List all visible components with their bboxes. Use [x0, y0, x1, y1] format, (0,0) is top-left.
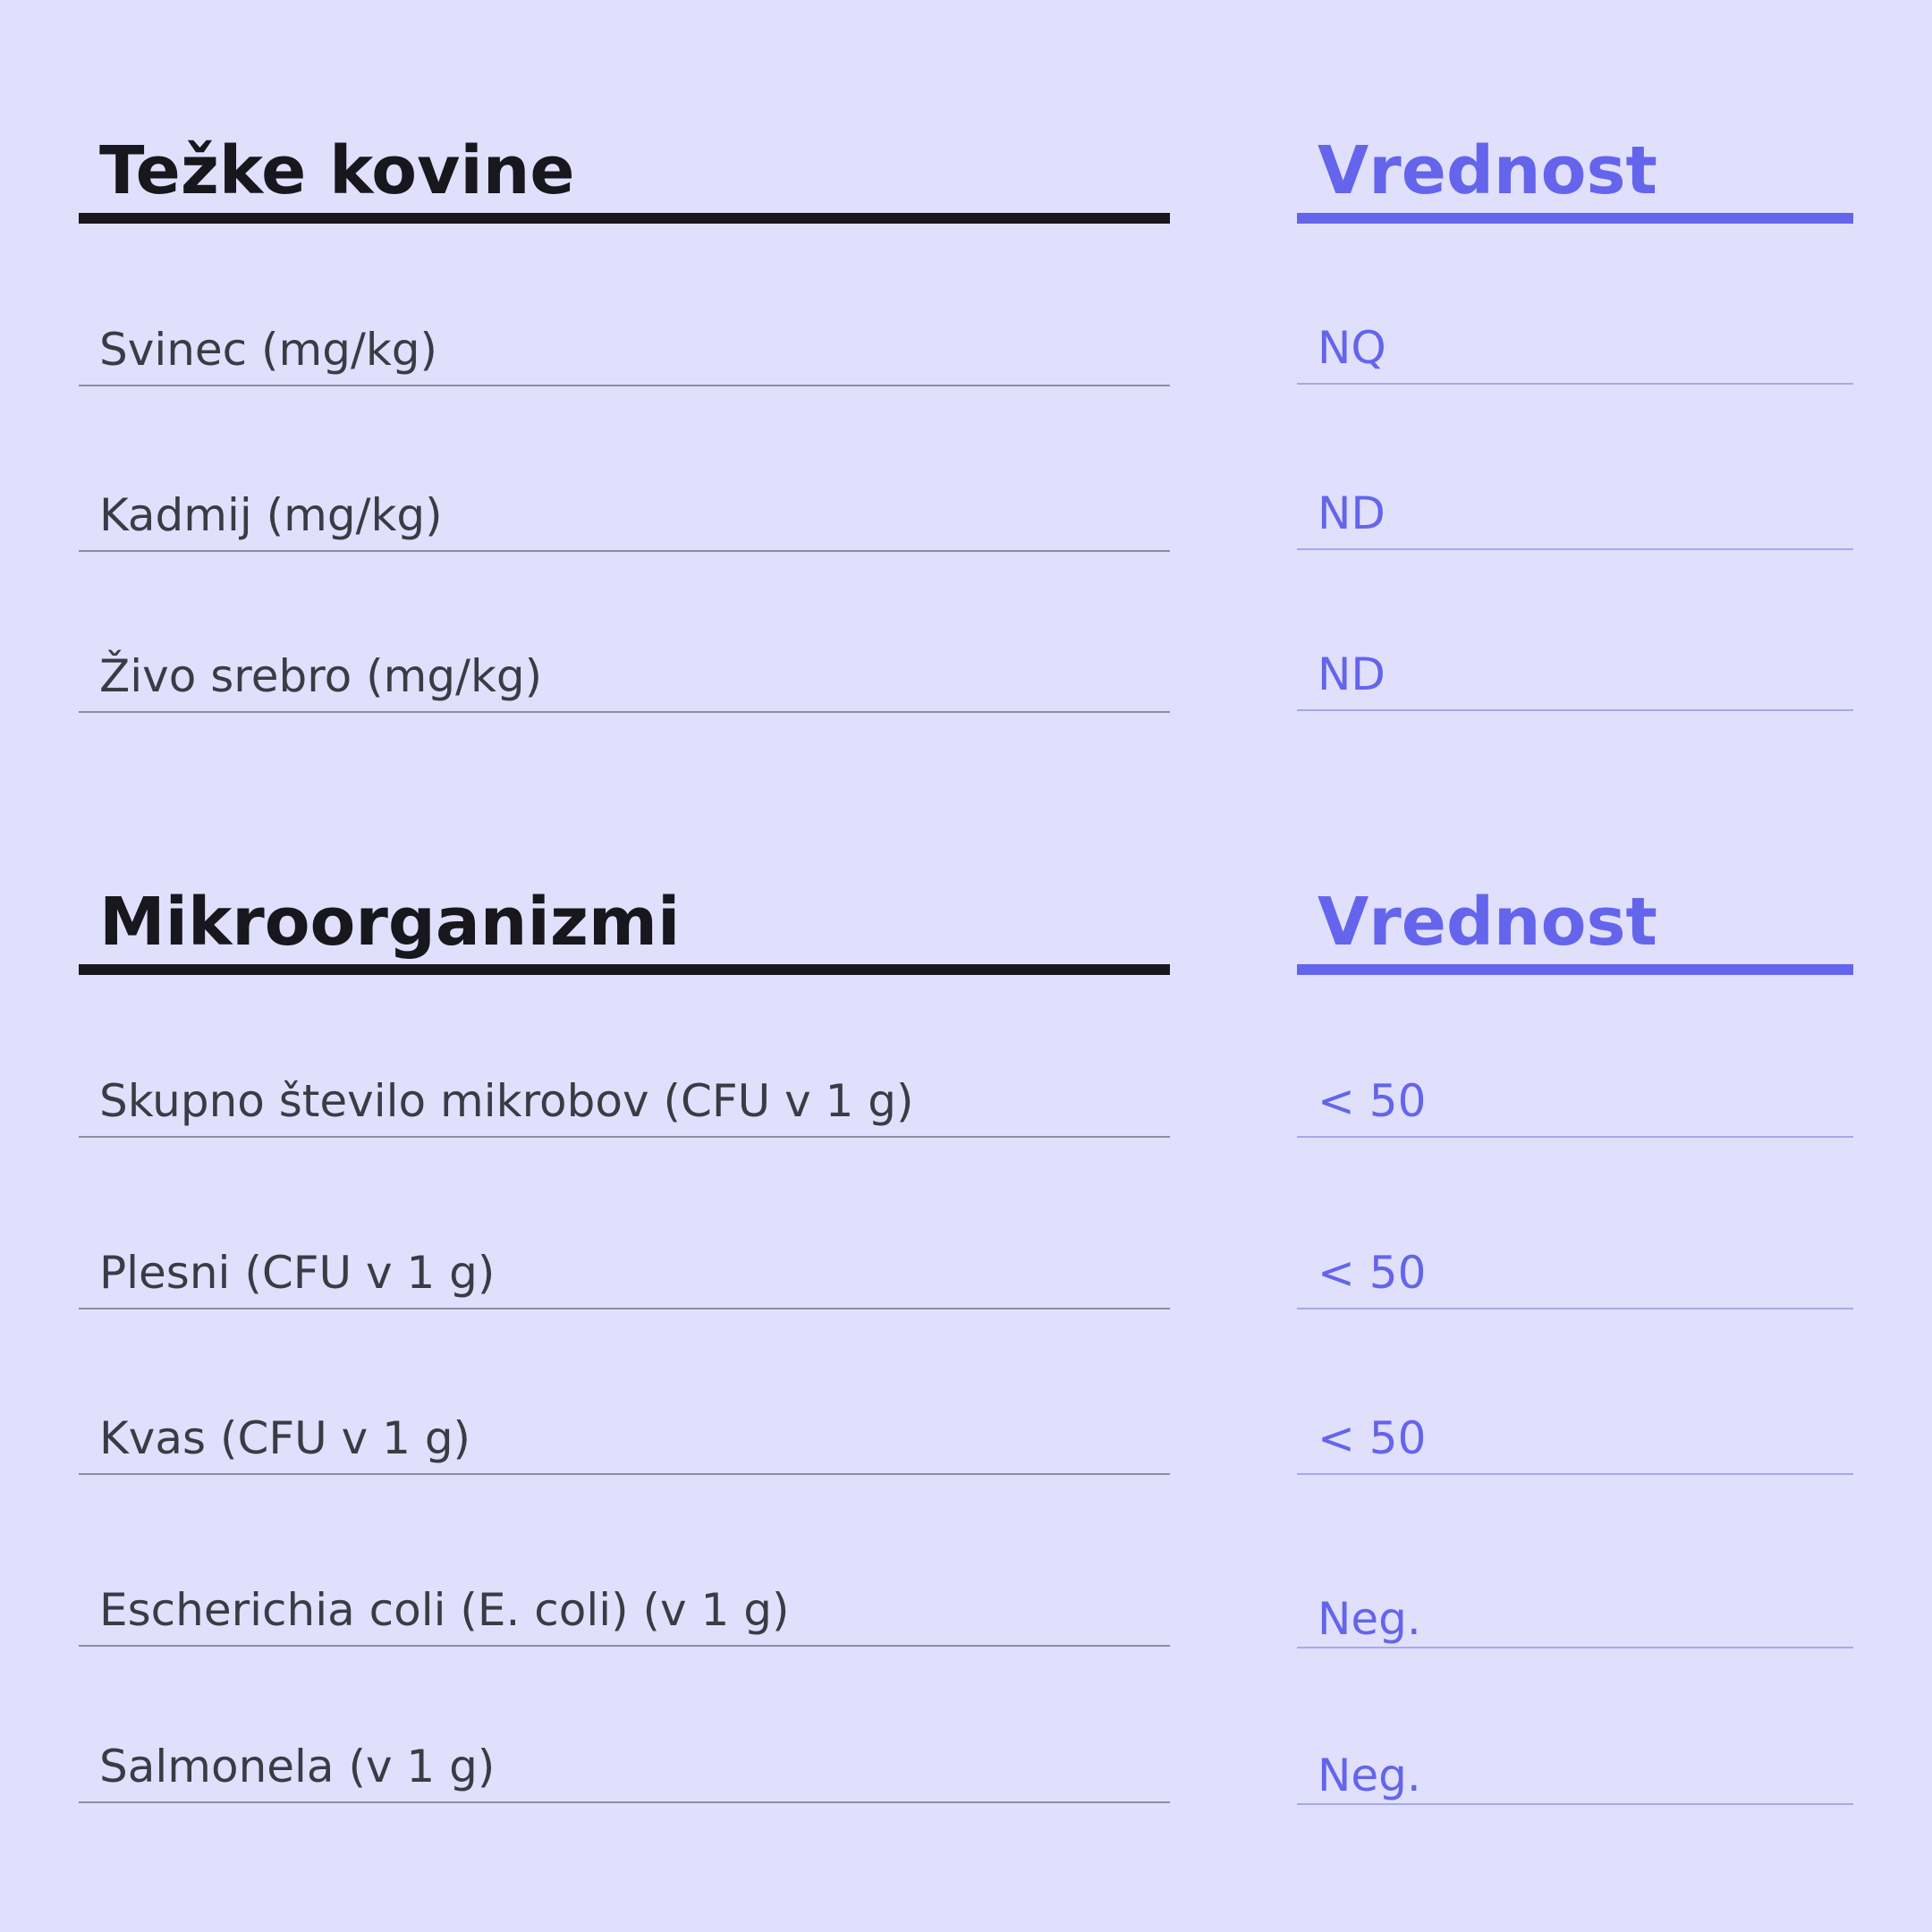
table-row-label — [79, 1732, 1170, 1803]
row-value: < 50 — [1318, 1247, 1427, 1299]
microorganisms-value-header — [1297, 884, 1853, 975]
table-row-value — [1297, 1403, 1853, 1475]
table-row-label — [79, 315, 1170, 386]
table-row-value — [1297, 1238, 1853, 1309]
microorganisms-title: Mikroorganizmi — [99, 884, 681, 961]
row-label: Svinec (mg/kg) — [99, 324, 438, 376]
table-row-value — [1297, 479, 1853, 550]
table-row-value — [1297, 640, 1853, 711]
table-row-label — [79, 1575, 1170, 1647]
row-label: Plesni (CFU v 1 g) — [99, 1247, 496, 1299]
row-label: Skupno število mikrobov (CFU v 1 g) — [99, 1075, 914, 1127]
row-value: NQ — [1318, 322, 1386, 374]
table-row-value — [1297, 1066, 1853, 1138]
row-value: < 50 — [1318, 1412, 1427, 1464]
row-value: ND — [1318, 648, 1385, 700]
heavy-metals-value-header — [1297, 132, 1853, 224]
row-value: ND — [1318, 487, 1385, 539]
heavy-metals-header — [79, 132, 1170, 224]
row-label: Kadmij (mg/kg) — [99, 489, 443, 541]
table-row-label — [79, 1403, 1170, 1475]
row-label: Salmonela (v 1 g) — [99, 1741, 496, 1792]
row-label: Živo srebro (mg/kg) — [99, 650, 543, 702]
row-value: < 50 — [1318, 1075, 1427, 1127]
table-row-label — [79, 641, 1170, 713]
value-header-label: Vrednost — [1318, 132, 1657, 209]
row-label: Kvas (CFU v 1 g) — [99, 1412, 471, 1464]
table-row-label — [79, 1238, 1170, 1309]
table-row-label — [79, 1066, 1170, 1138]
microorganisms-header — [79, 884, 1170, 975]
table-row-value — [1297, 313, 1853, 385]
table-row-value — [1297, 1733, 1853, 1805]
row-label: Escherichia coli (E. coli) (v 1 g) — [99, 1584, 790, 1636]
table-row-label — [79, 480, 1170, 552]
value-header-label: Vrednost — [1318, 884, 1657, 961]
row-value: Neg. — [1318, 1593, 1421, 1645]
row-value: Neg. — [1318, 1750, 1421, 1801]
table-row-value — [1297, 1577, 1853, 1648]
heavy-metals-title: Težke kovine — [99, 132, 575, 209]
